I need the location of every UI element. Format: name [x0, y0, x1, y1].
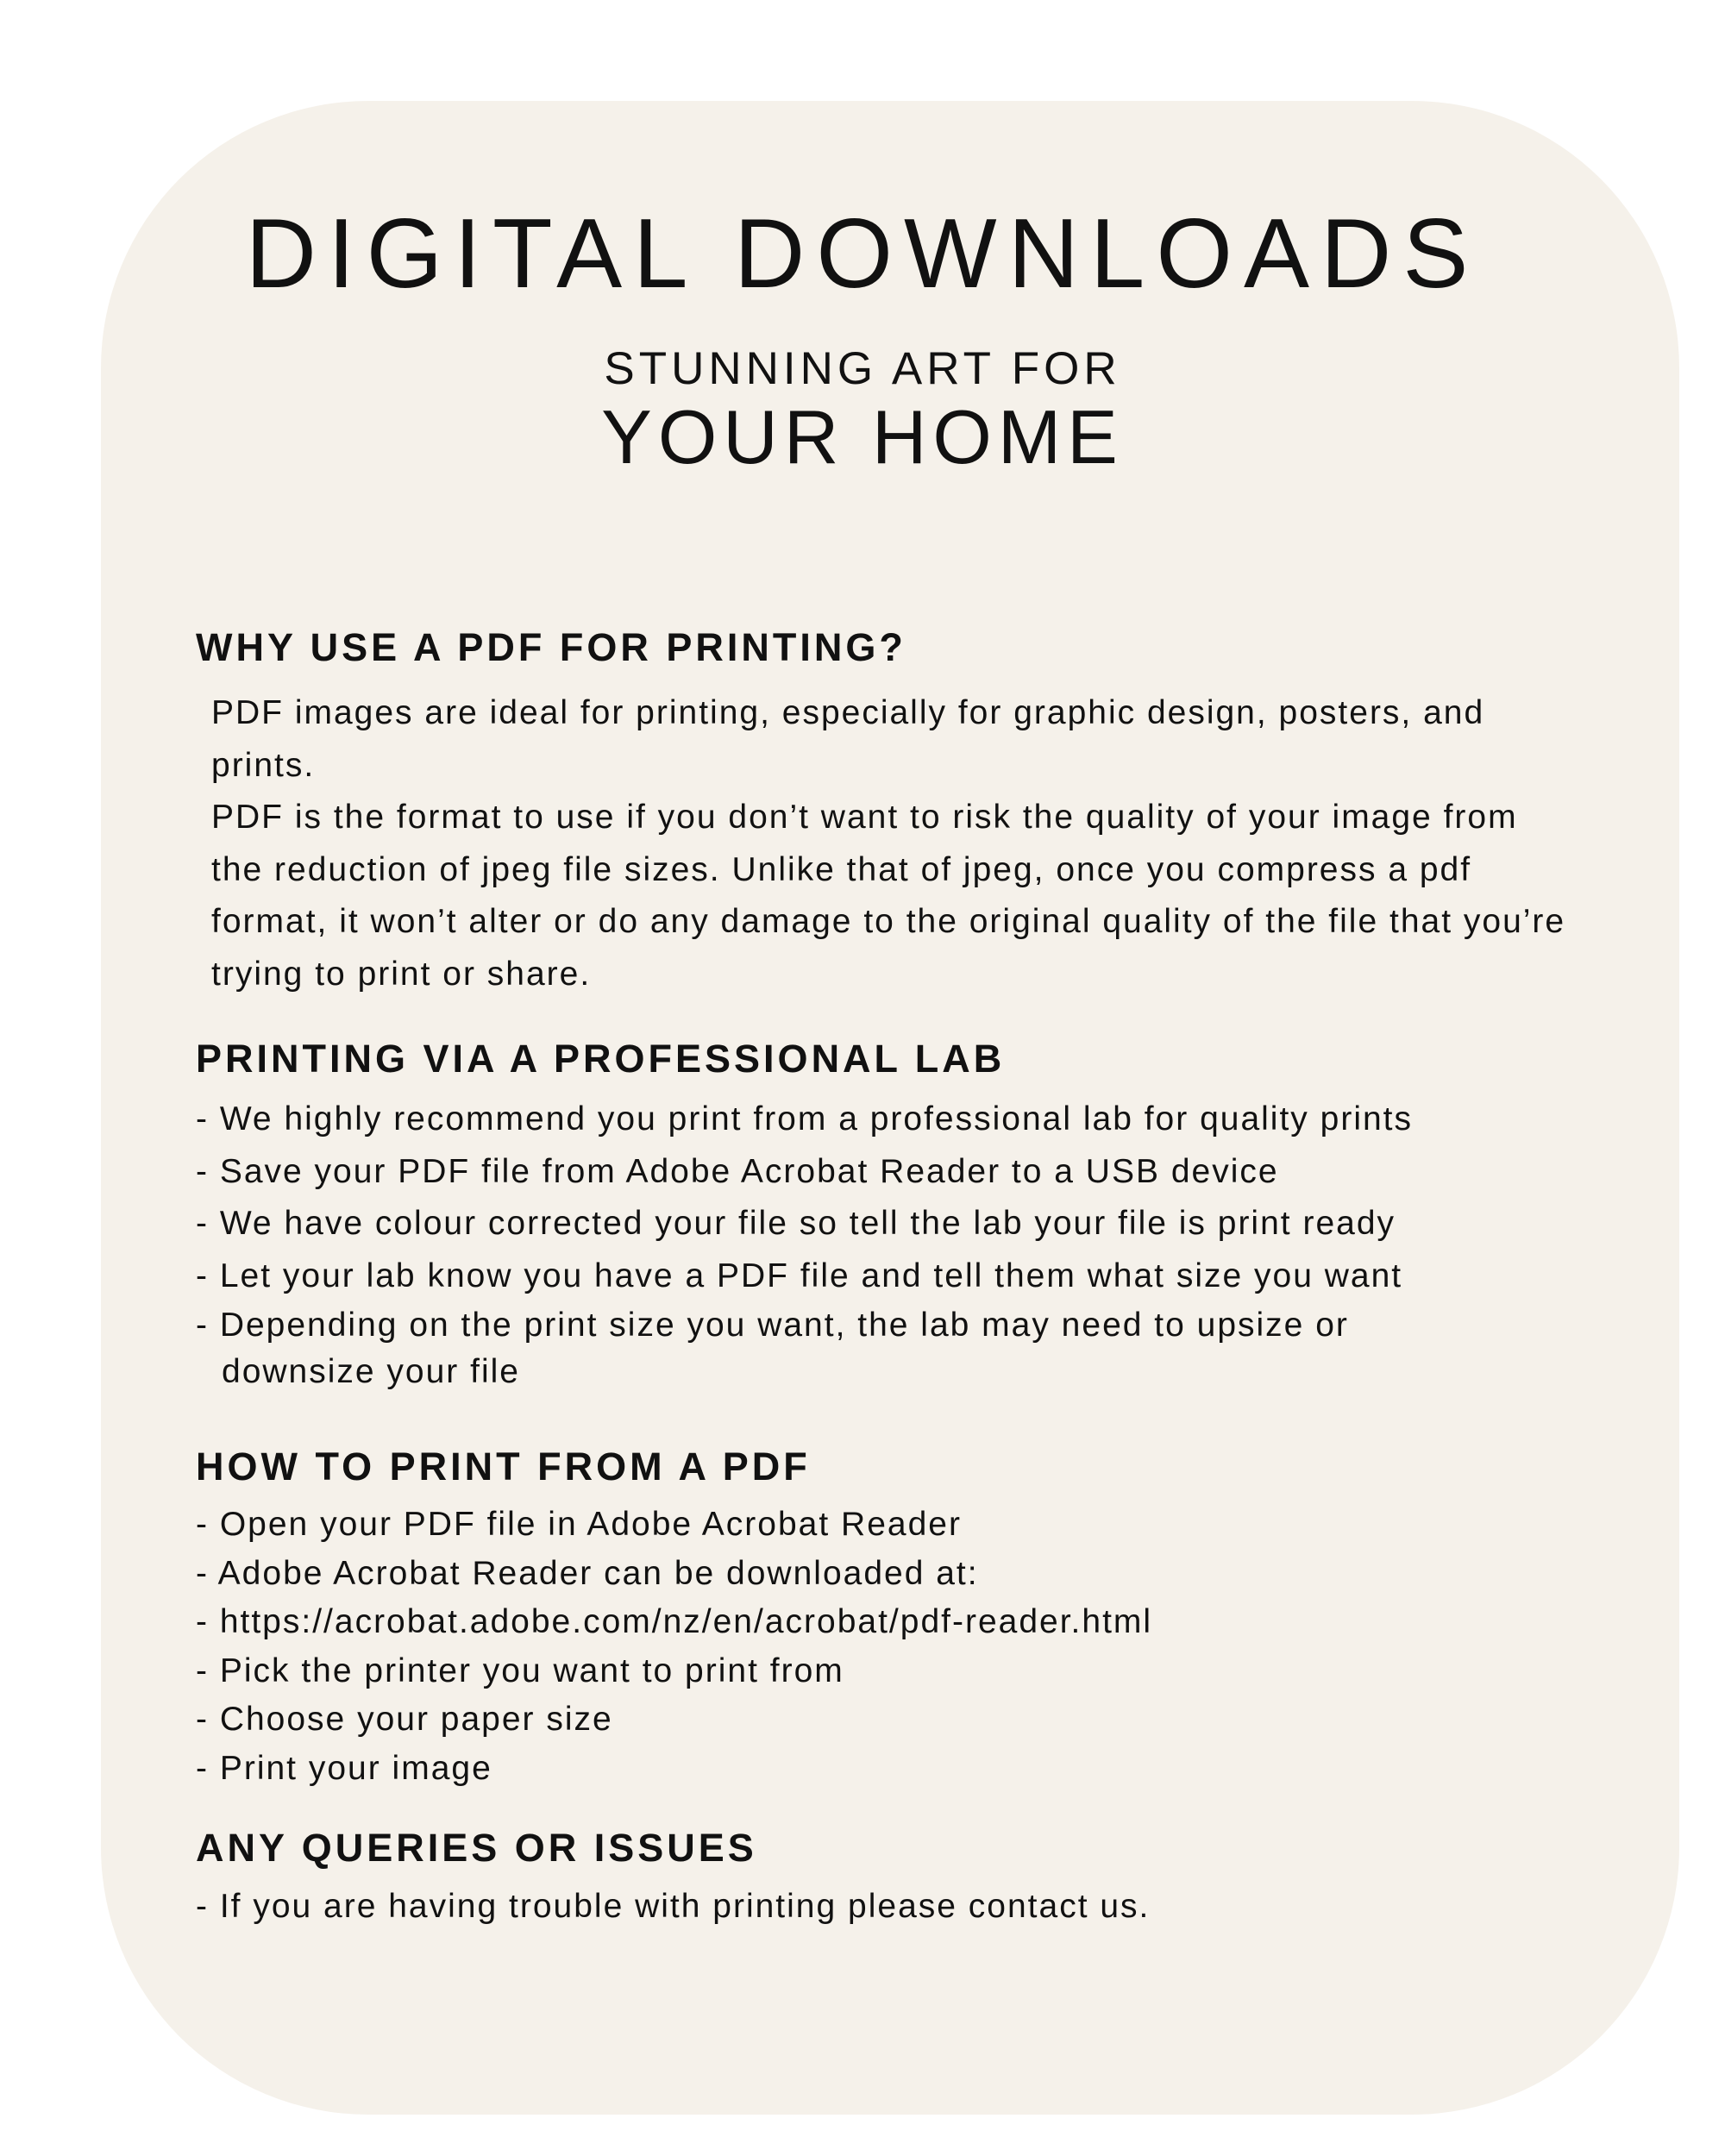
list-item: - Adobe Acrobat Reader can be downloaded at: — [196, 1554, 979, 1592]
section-heading-professional-lab: PRINTING VIA A PROFESSIONAL LAB — [196, 1037, 1006, 1081]
paragraph: PDF images are ideal for printing, especially for graphic design, posters, and prints. — [211, 694, 1485, 784]
how-to-print-list — [196, 1501, 1593, 1793]
list-item: - Print your image — [196, 1749, 492, 1787]
list-item: - Depending on the print size you want, the lab may need to upsize or downsize your file — [196, 1307, 1349, 1390]
list-item: - Let your lab know you have a PDF file and tell them what size you want — [196, 1257, 1403, 1294]
section-heading-queries: ANY QUERIES OR ISSUES — [196, 1826, 757, 1870]
subtitle-line-2: YOUR HOME — [601, 394, 1124, 479]
section-heading-how-to-print: HOW TO PRINT FROM A PDF — [196, 1445, 811, 1489]
list-item: - We have colour corrected your file so tell the lab your file is print ready — [196, 1205, 1396, 1242]
subtitle-line-1: STUNNING ART FOR — [604, 343, 1121, 394]
list-item: - Open your PDF file in Adobe Acrobat Reader — [196, 1506, 962, 1543]
professional-lab-list — [196, 1094, 1593, 1395]
list-item: - We highly recommend you print from a professional lab for quality prints — [196, 1100, 1414, 1138]
paragraph: PDF is the format to use if you don’t want to risk the quality of your image from the reduction of jpeg file sizes. Unlike that of jpeg, once you compress a pdf format, it won’t alter or do any damage to the original quality of the file that you’re trying to print or share. — [211, 799, 1566, 993]
list-item: - https://acrobat.adobe.com/nz/en/acrobat/pdf-reader.html — [196, 1603, 1153, 1640]
queries-list — [196, 1883, 1593, 1931]
list-item: - If you are having trouble with printing please contact us. — [196, 1888, 1151, 1925]
page-title: DIGITAL DOWNLOADS — [245, 199, 1480, 309]
list-item: - Choose your paper size — [196, 1701, 613, 1738]
section-heading-why-pdf: WHY USE A PDF FOR PRINTING? — [196, 625, 906, 669]
list-item: - Save your PDF file from Adobe Acrobat Reader to a USB device — [196, 1152, 1279, 1190]
list-item: - Pick the printer you want to print from — [196, 1651, 844, 1689]
section-body-why-pdf — [211, 687, 1574, 1000]
